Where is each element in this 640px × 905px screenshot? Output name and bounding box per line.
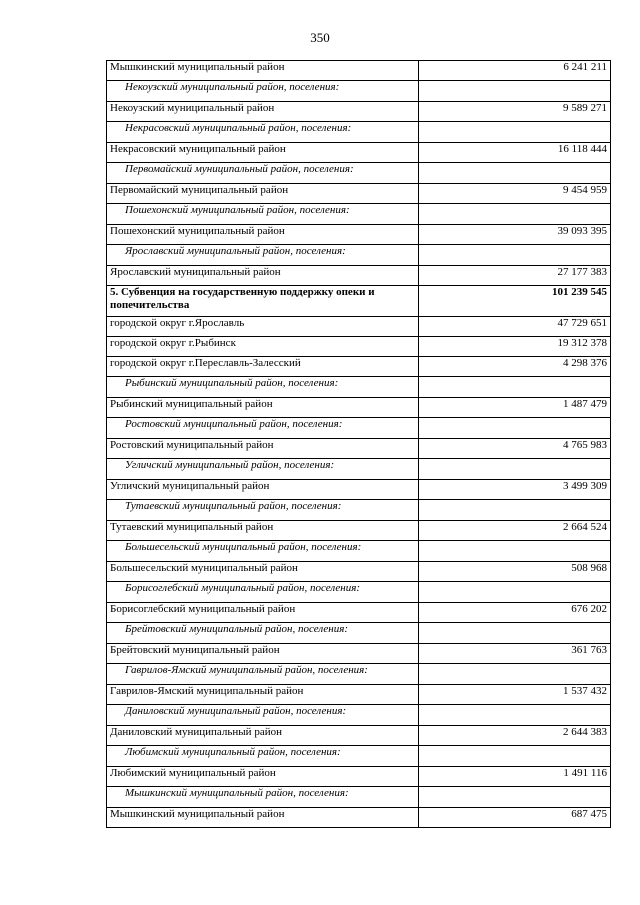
row-amount-cell: 39 093 395: [419, 225, 611, 245]
row-name-cell: Борисоглебский муниципальный район: [107, 603, 419, 623]
row-name-cell: Ростовский муниципальный район: [107, 439, 419, 459]
table-row: [107, 266, 611, 286]
row-amount-cell: [419, 664, 611, 685]
table-row: [107, 61, 611, 81]
settlements-subheader-row: [107, 746, 611, 767]
row-amount-cell: [419, 81, 611, 102]
row-amount-cell: 361 763: [419, 644, 611, 664]
settlements-subheader-row: [107, 163, 611, 184]
row-amount-cell: 9 454 959: [419, 184, 611, 204]
table-row: [107, 317, 611, 337]
page-number: 350: [310, 30, 330, 45]
row-amount-cell: 9 589 271: [419, 102, 611, 122]
row-name-cell: Некоузский муниципальный район, поселения:: [107, 81, 419, 102]
row-name-cell: Мышкинский муниципальный район: [107, 808, 419, 828]
table-row: [107, 102, 611, 122]
settlements-subheader-row: [107, 541, 611, 562]
row-name-cell: Большесельский муниципальный район: [107, 562, 419, 582]
row-name-cell: Борисоглебский муниципальный район, поселения:: [107, 582, 419, 603]
row-name-cell: Рыбинский муниципальный район: [107, 398, 419, 418]
table-row: [107, 521, 611, 541]
row-amount-cell: [419, 459, 611, 480]
row-amount-cell: [419, 582, 611, 603]
row-amount-cell: 2 664 524: [419, 521, 611, 541]
row-amount-cell: [419, 163, 611, 184]
row-amount-cell: [419, 377, 611, 398]
table-row: [107, 562, 611, 582]
table-row: [107, 767, 611, 787]
row-name-cell: Пошехонский муниципальный район, поселения:: [107, 204, 419, 225]
row-name-cell: городской округ г.Переславль-Залесский: [107, 357, 419, 377]
row-amount-cell: 16 118 444: [419, 143, 611, 163]
row-name-cell: Любимский муниципальный район, поселения:: [107, 746, 419, 767]
row-name-cell: Угличский муниципальный район, поселения:: [107, 459, 419, 480]
settlements-subheader-row: [107, 122, 611, 143]
row-name-cell: Любимский муниципальный район: [107, 767, 419, 787]
row-name-cell: Большесельский муниципальный район, поселения:: [107, 541, 419, 562]
table-row: [107, 439, 611, 459]
row-name-cell: Даниловский муниципальный район: [107, 726, 419, 746]
row-name-cell: Некрасовский муниципальный район, поселения:: [107, 122, 419, 143]
row-amount-cell: [419, 245, 611, 266]
table-row: [107, 808, 611, 828]
row-name-cell: Ярославский муниципальный район, поселения:: [107, 245, 419, 266]
row-name-cell: Угличский муниципальный район: [107, 480, 419, 500]
row-name-cell: Некоузский муниципальный район: [107, 102, 419, 122]
row-name-cell: Пошехонский муниципальный район: [107, 225, 419, 245]
row-name-cell: городской округ г.Рыбинск: [107, 337, 419, 357]
row-amount-cell: [419, 623, 611, 644]
row-name-cell: Ростовский муниципальный район, поселения:: [107, 418, 419, 439]
row-amount-cell: 6 241 211: [419, 61, 611, 81]
row-amount-cell: [419, 418, 611, 439]
settlements-subheader-row: [107, 705, 611, 726]
row-name-cell: Мышкинский муниципальный район: [107, 61, 419, 81]
settlements-subheader-row: [107, 204, 611, 225]
settlements-subheader-row: [107, 418, 611, 439]
settlements-subheader-row: [107, 582, 611, 603]
row-name-cell: Мышкинский муниципальный район, поселения:: [107, 787, 419, 808]
row-name-cell: Брейтовский муниципальный район, поселения:: [107, 623, 419, 644]
settlements-subheader-row: [107, 377, 611, 398]
row-amount-cell: 3 499 309: [419, 480, 611, 500]
settlements-subheader-row: [107, 81, 611, 102]
row-name-cell: 5. Субвенция на государственную поддержку опеки и попечительства: [107, 286, 419, 317]
row-amount-cell: [419, 746, 611, 767]
table-row: [107, 603, 611, 623]
row-amount-cell: [419, 705, 611, 726]
row-amount-cell: 4 765 983: [419, 439, 611, 459]
row-amount-cell: 47 729 651: [419, 317, 611, 337]
table-row: [107, 357, 611, 377]
row-name-cell: Рыбинский муниципальный район, поселения:: [107, 377, 419, 398]
table-row: [107, 398, 611, 418]
row-name-cell: Даниловский муниципальный район, поселения:: [107, 705, 419, 726]
row-amount-cell: 101 239 545: [419, 286, 611, 317]
row-name-cell: Первомайский муниципальный район: [107, 184, 419, 204]
table-row: [107, 337, 611, 357]
budget-table: [106, 60, 611, 828]
row-amount-cell: 2 644 383: [419, 726, 611, 746]
row-name-cell: Ярославский муниципальный район: [107, 266, 419, 286]
row-amount-cell: [419, 122, 611, 143]
row-name-cell: Тутаевский муниципальный район, поселения:: [107, 500, 419, 521]
section-row: [107, 286, 611, 317]
row-amount-cell: 27 177 383: [419, 266, 611, 286]
table-row: [107, 184, 611, 204]
row-amount-cell: 1 537 432: [419, 685, 611, 705]
row-amount-cell: 508 968: [419, 562, 611, 582]
row-name-cell: городской округ г.Ярославль: [107, 317, 419, 337]
row-name-cell: Гаврилов-Ямский муниципальный район, поселения:: [107, 664, 419, 685]
settlements-subheader-row: [107, 664, 611, 685]
row-amount-cell: [419, 204, 611, 225]
row-amount-cell: 676 202: [419, 603, 611, 623]
row-name-cell: Гаврилов-Ямский муниципальный район: [107, 685, 419, 705]
settlements-subheader-row: [107, 500, 611, 521]
table-row: [107, 685, 611, 705]
settlements-subheader-row: [107, 459, 611, 480]
row-amount-cell: 19 312 378: [419, 337, 611, 357]
row-amount-cell: 687 475: [419, 808, 611, 828]
row-name-cell: Брейтовский муниципальный район: [107, 644, 419, 664]
table-row: [107, 480, 611, 500]
row-amount-cell: 1 491 116: [419, 767, 611, 787]
row-name-cell: Первомайский муниципальный район, поселения:: [107, 163, 419, 184]
row-name-cell: Тутаевский муниципальный район: [107, 521, 419, 541]
settlements-subheader-row: [107, 245, 611, 266]
row-amount-cell: 4 298 376: [419, 357, 611, 377]
row-amount-cell: [419, 541, 611, 562]
table-body: [107, 61, 611, 828]
table-row: [107, 644, 611, 664]
row-amount-cell: 1 487 479: [419, 398, 611, 418]
settlements-subheader-row: [107, 787, 611, 808]
table-row: [107, 726, 611, 746]
table-row: [107, 143, 611, 163]
settlements-subheader-row: [107, 623, 611, 644]
row-amount-cell: [419, 787, 611, 808]
row-amount-cell: [419, 500, 611, 521]
row-name-cell: Некрасовский муниципальный район: [107, 143, 419, 163]
table-row: [107, 225, 611, 245]
